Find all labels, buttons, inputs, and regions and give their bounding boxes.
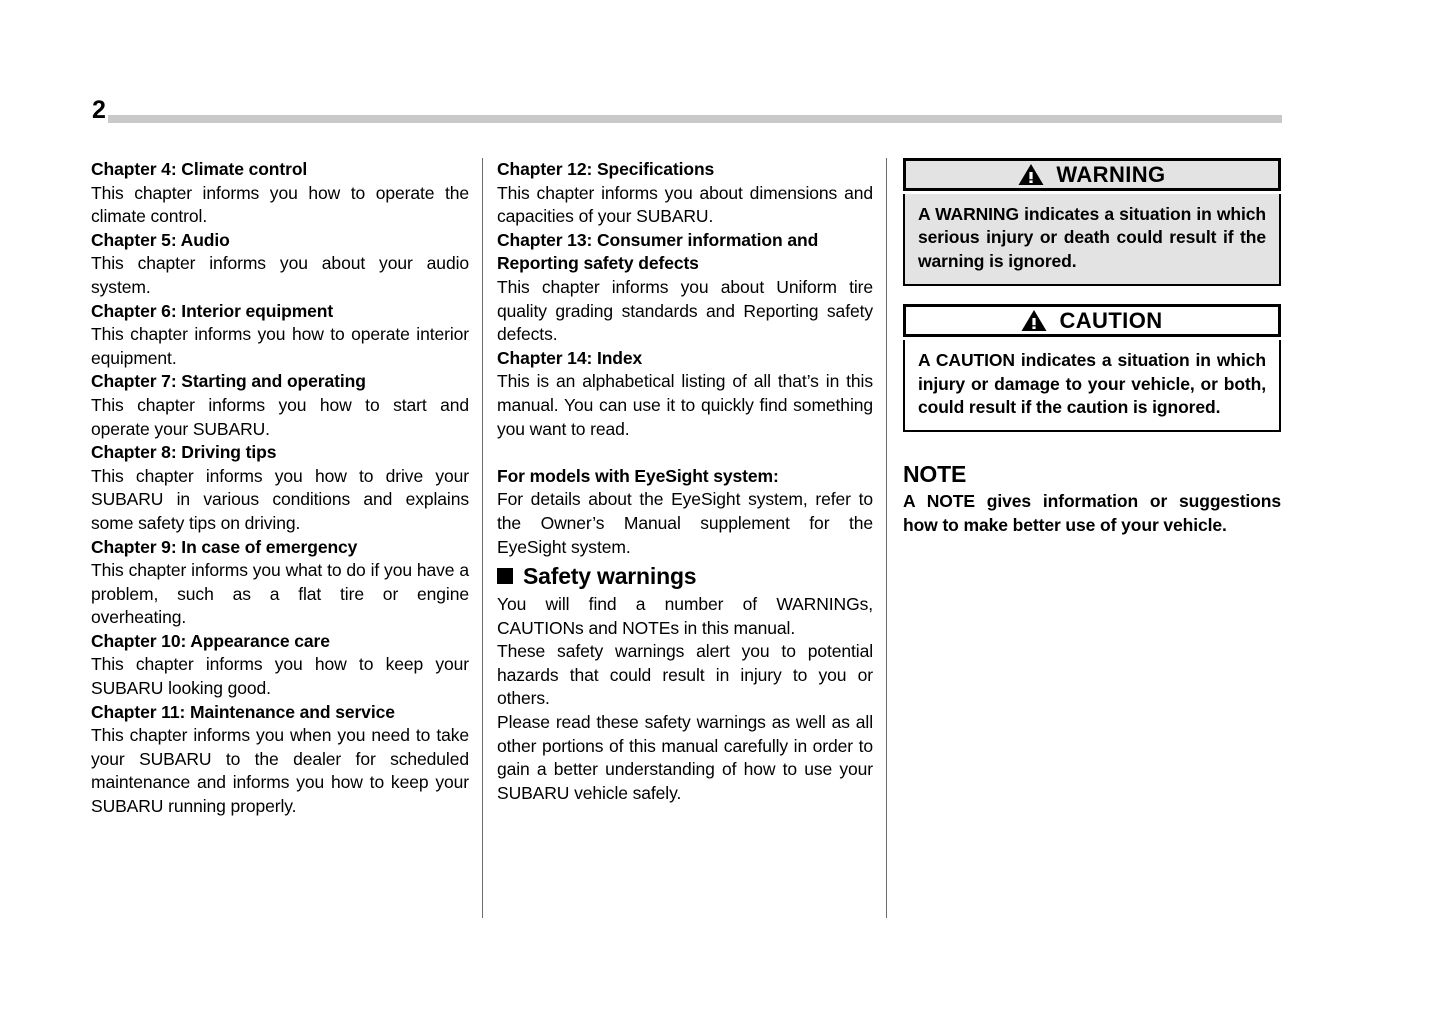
eyesight-body: For details about the EyeSight system, refer to the Owner’s Manual supplement for the EyeSight system.	[497, 489, 873, 557]
warning-alert-header	[903, 158, 1281, 191]
caution-alert-body	[903, 340, 1281, 432]
chapter-title: Chapter 12: Specifications	[497, 159, 715, 179]
note-text: A NOTE gives information or suggestions how to make better use of your vehicle.	[903, 491, 1281, 535]
chapter-title: Chapter 6: Interior equipment	[91, 300, 334, 321]
caution-alert-text: A CAUTION indicates a situation in which injury or damage to your vehicle, or both, could result if the caution is ignored.	[918, 350, 1266, 418]
column-divider-1	[482, 158, 483, 918]
chapter-body: This chapter informs you how to start and operate your SUBARU.	[91, 394, 469, 439]
column-left	[91, 158, 469, 920]
eyesight-title: For models with EyeSight system:	[497, 465, 779, 486]
caution-alert-label: CAUTION	[1059, 307, 1163, 333]
safety-warnings-heading-label: Safety warnings	[523, 563, 697, 590]
chapter-title: Chapter 13: Consumer information and Reporting safety defects	[497, 229, 819, 274]
warning-triangle-icon	[1018, 163, 1044, 186]
caution-alert-header	[903, 304, 1281, 337]
safety-warnings-paragraph: These safety warnings alert you to potential hazards that could result in injury to you or others.	[497, 641, 873, 709]
chapter-body: This chapter informs you how to keep your SUBARU looking good.	[91, 654, 469, 699]
chapter-title: Chapter 11: Maintenance and service	[91, 701, 395, 722]
chapter-body: This chapter informs you how to operate the climate control.	[91, 182, 469, 227]
chapter-title: Chapter 7: Starting and operating	[91, 371, 366, 392]
chapter-title: Chapter 9: In case of emergency	[91, 536, 358, 557]
warning-alert-body	[903, 194, 1281, 286]
header-rule	[108, 115, 1282, 123]
warning-triangle-icon	[1021, 309, 1047, 332]
chapter-body: This chapter informs you when you need to take your SUBARU to the dealer for scheduled maintenance and informs you how to keep your SUBARU running properly.	[91, 725, 469, 817]
warning-alert-block	[903, 158, 1281, 286]
chapter-title: Chapter 10: Appearance care	[91, 630, 330, 651]
chapter-title: Chapter 14: Index	[497, 347, 643, 368]
safety-warnings-paragraph: Please read these safety warnings as well as all other portions of this manual carefully in order to gain a better understanding of how to use your SUBARU vehicle safely.	[497, 712, 873, 803]
column-divider-2	[886, 158, 887, 918]
page-number: 2	[92, 96, 106, 124]
warning-alert-label: WARNING	[1056, 161, 1166, 187]
chapter-body: This chapter informs you about dimensions and capacities of your SUBARU.	[497, 182, 873, 227]
chapter-body: This chapter informs you what to do if you have a problem, such as a flat tire or engine overheating.	[91, 560, 469, 628]
page-header	[92, 98, 1282, 128]
caution-alert-block	[903, 304, 1281, 432]
note-title: NOTE	[903, 461, 967, 488]
safety-warnings-paragraph: You will find a number of WARNINGs, CAUTIONs and NOTEs in this manual.	[497, 594, 873, 638]
warning-alert-text: A WARNING indicates a situation in which serious injury or death could result if the warning is ignored.	[918, 204, 1266, 271]
safety-warnings-heading	[497, 559, 873, 593]
chapter-title: Chapter 4: Climate control	[91, 159, 308, 179]
note-block	[903, 460, 1281, 537]
column-middle	[497, 158, 873, 920]
chapter-body: This is an alphabetical listing of all that’s in this manual. You can use it to quickly find something you want to read.	[497, 371, 873, 439]
chapter-body: This chapter informs you about Uniform tire quality grading standards and Reporting safety defects.	[497, 276, 873, 345]
chapter-title: Chapter 8: Driving tips	[91, 442, 277, 463]
column-right	[903, 158, 1281, 920]
chapter-body: This chapter informs you about your audio system.	[91, 253, 469, 297]
chapter-title: Chapter 5: Audio	[91, 229, 230, 250]
page-content	[0, 158, 1445, 920]
chapter-body: This chapter informs you how to operate interior equipment.	[91, 324, 469, 368]
square-bullet-icon	[497, 568, 513, 584]
chapter-body: This chapter informs you how to drive your SUBARU in various conditions and explains some safety tips on driving.	[91, 465, 469, 533]
